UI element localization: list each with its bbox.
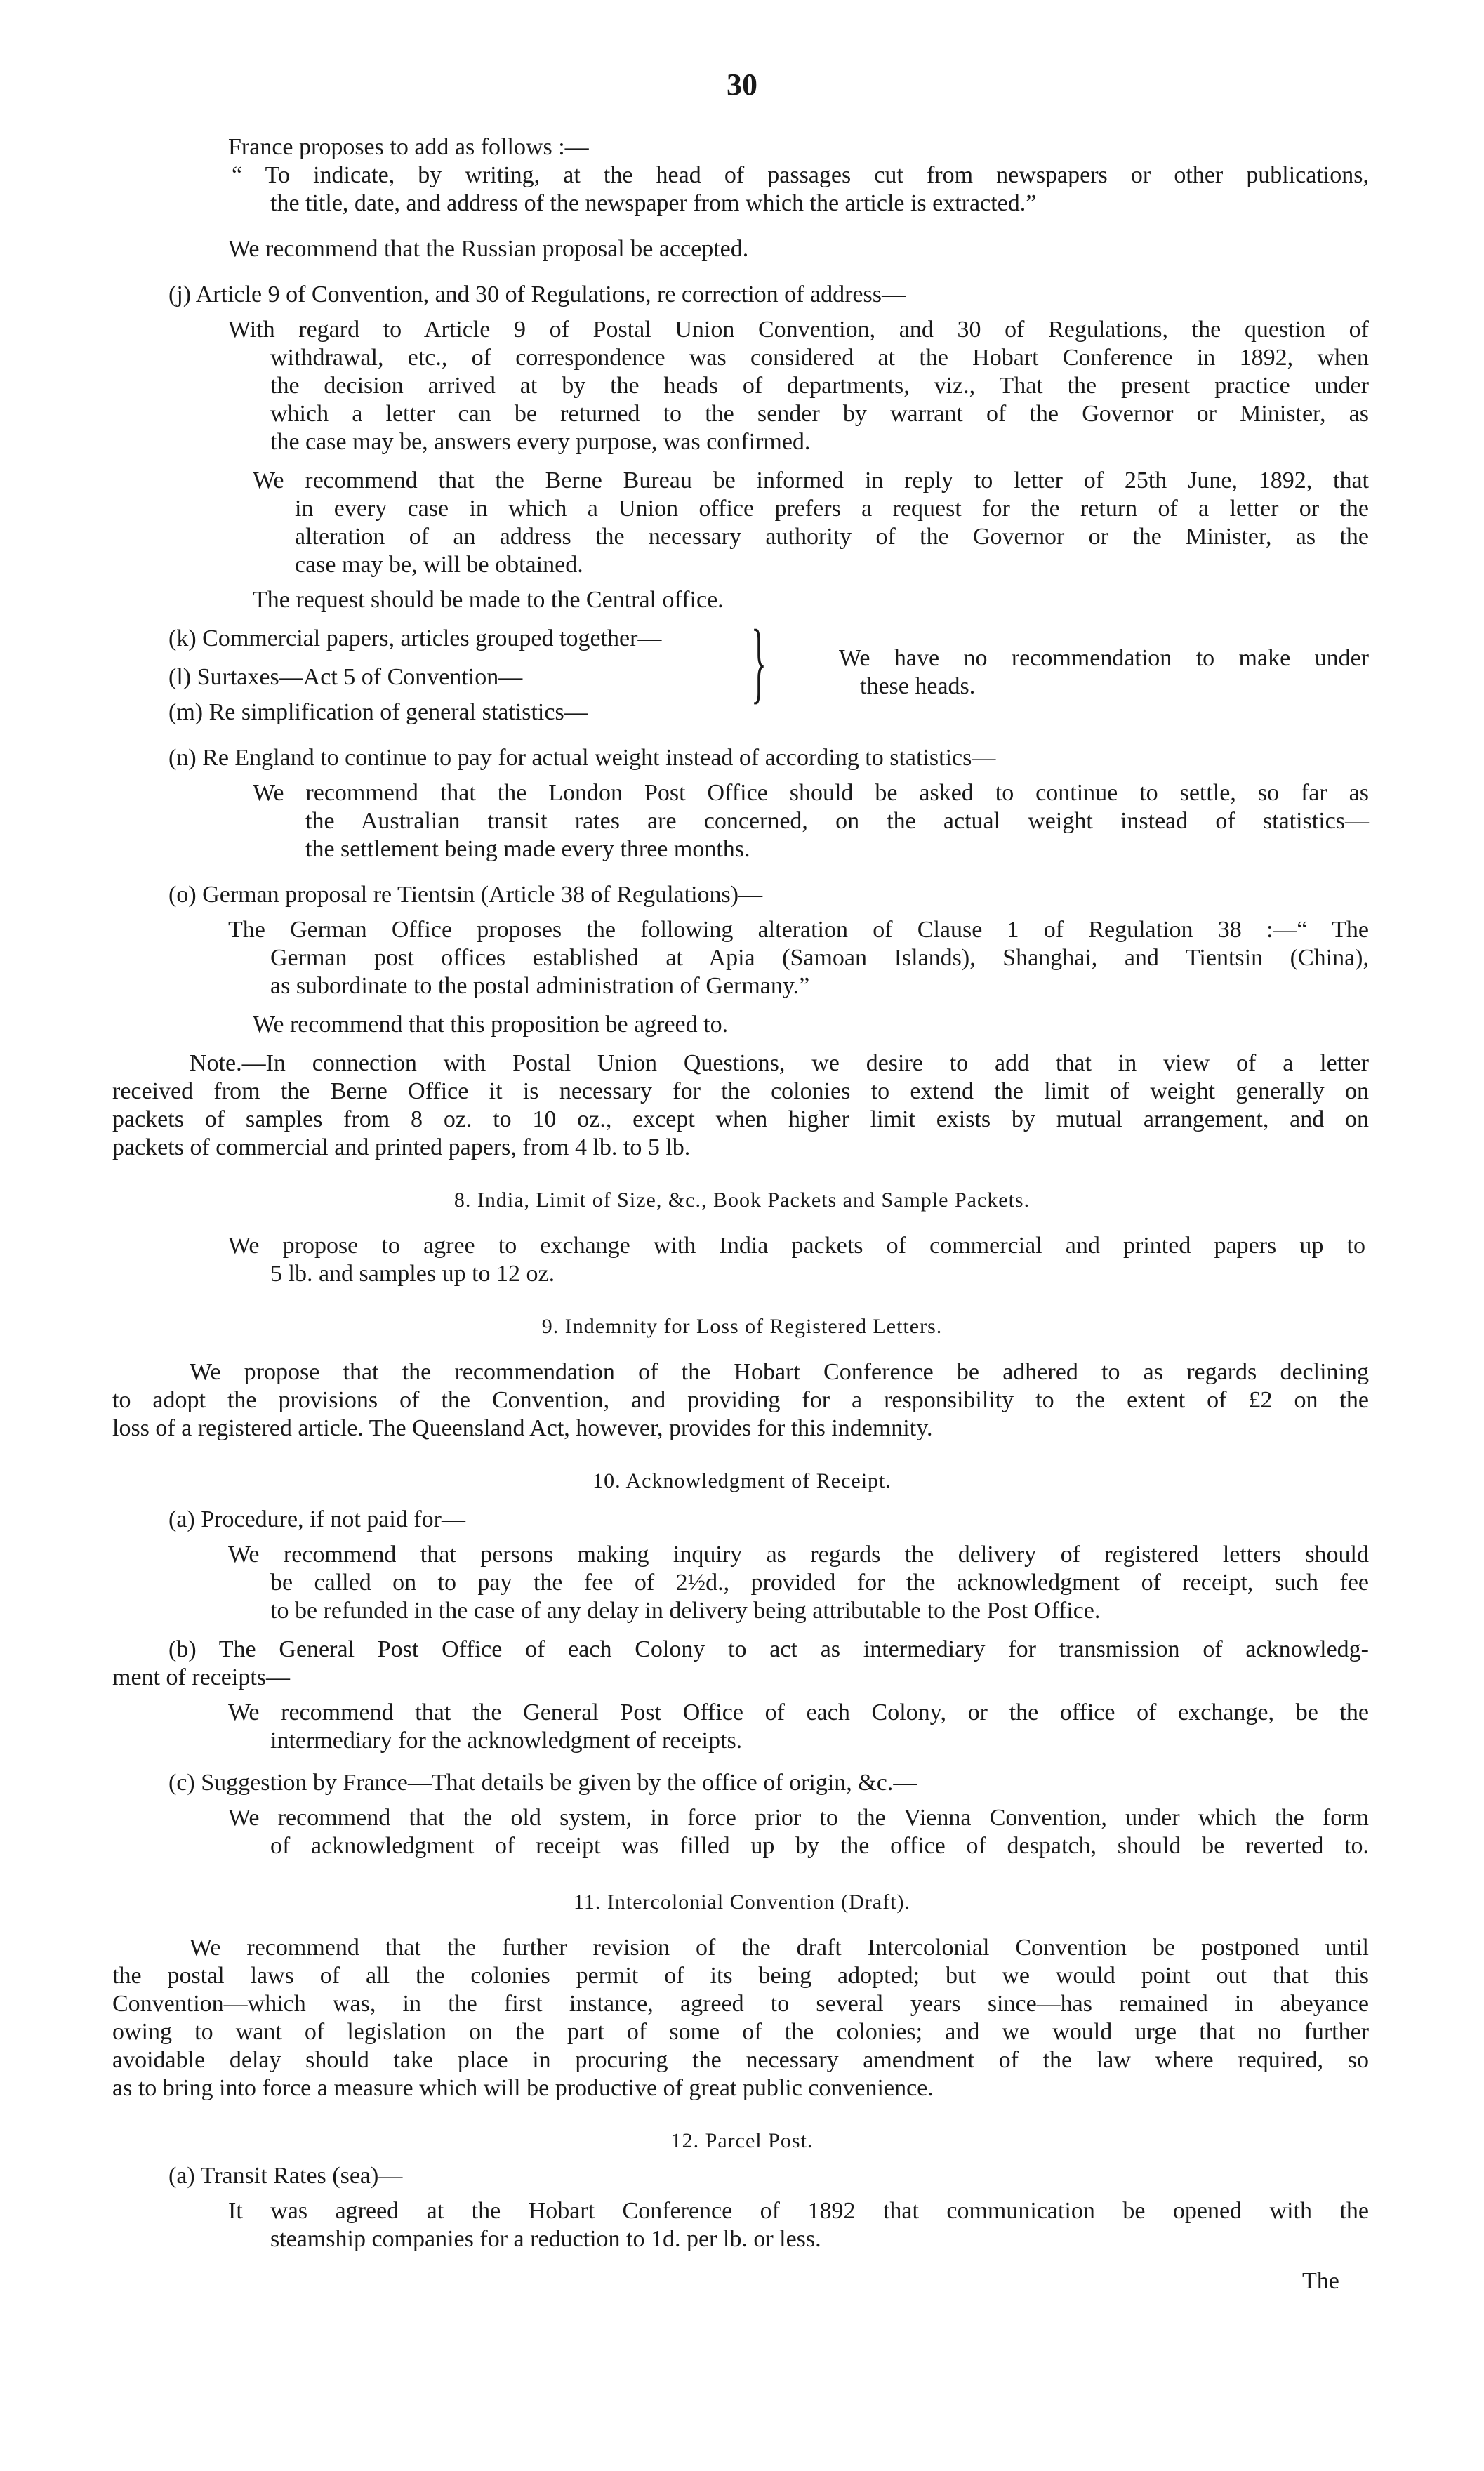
section-10-c-line-1: We recommend that the old system, in force prior to the Vienna Convention, under which the form: [228, 1805, 1369, 1831]
section-10-heading: 10. Acknowledgment of Receipt.: [592, 1469, 892, 1492]
item-o-line-2: German post offices established at Apia (Samoan Islands), Shanghai, and Tientsin (China),: [270, 945, 1369, 971]
item-n-line-3: the settlement being made every three months.: [305, 836, 750, 862]
section-12-line-1: It was agreed at the Hobart Conference of 1892 that communication be opened with the: [228, 2198, 1369, 2224]
section-9-heading: 9. Indemnity for Loss of Registered Letters.: [541, 1315, 943, 1338]
item-j-para1-line-2: withdrawal, etc., of correspondence was considered at the Hobart Conference in 1892, when: [270, 345, 1369, 371]
item-j-para1-line-4: which a letter can be returned to the sender by warrant of the Governor or Minister, as: [270, 401, 1369, 427]
section-11-line-5: avoidable delay should take place in procuring the necessary amendment of the law where required, so: [112, 2047, 1369, 2073]
section-11-line-6: as to bring into force a measure which will be productive of great public convenience.: [112, 2075, 934, 2101]
section-9-line-2: to adopt the provisions of the Convention, and providing for a responsibility to the extent of £2 on the: [112, 1387, 1369, 1413]
france-recommendation: We recommend that the Russian proposal be accepted.: [228, 236, 749, 262]
section-10-c-line-2: of acknowledgment of receipt was filled up by the office of despatch, should be reverted to.: [270, 1833, 1369, 1859]
item-o-recommendation: We recommend that this proposition be agreed to.: [253, 1012, 729, 1038]
section-11-line-1: We recommend that the further revision of the draft Intercolonial Convention be postponed until: [190, 1935, 1369, 1961]
section-9-line-1: We propose that the recommendation of the Hobart Conference be adhered to as regards declining: [190, 1359, 1369, 1385]
item-o-heading: (o) German proposal re Tientsin (Article 38 of Regulations)—: [168, 882, 763, 908]
item-j-para1-line-1: With regard to Article 9 of Postal Union Convention, and 30 of Regulations, the question of: [228, 317, 1369, 343]
section-10-b-line-2: ment of receipts—: [112, 1664, 291, 1690]
item-n-line-2: the Australian transit rates are concerned, on the actual weight instead of statistics—: [305, 808, 1369, 834]
item-n-heading: (n) Re England to continue to pay for actual weight instead of according to statistics—: [168, 745, 996, 771]
section-12-a-heading: (a) Transit Rates (sea)—: [168, 2163, 403, 2189]
note-line-4: packets of commercial and printed papers, from 4 lb. to 5 lb.: [112, 1134, 691, 1160]
note-line-3: packets of samples from 8 oz. to 10 oz., except when higher limit exists by mutual arrangement, and on: [112, 1106, 1369, 1132]
section-11-line-4: owing to want of legislation on the part of some of the colonies; and we would urge that no further: [112, 2019, 1369, 2045]
section-12-heading: 12. Parcel Post.: [670, 2129, 814, 2152]
section-8-heading: 8. India, Limit of Size, &c., Book Packets and Sample Packets.: [453, 1188, 1031, 1212]
section-11-line-3: Convention—which was, in the first instance, agreed to several years since—has remained in abeyance: [112, 1991, 1369, 2017]
section-10-a-line-3: to be refunded in the case of any delay in delivery being attributable to the Post Office.: [270, 1598, 1101, 1624]
section-10-b-line-1: (b) The General Post Office of each Colony to act as intermediary for transmission of acknowledg-: [168, 1636, 1369, 1662]
section-10-b-rec-line-1: We recommend that the General Post Office of each Colony, or the office of exchange, be the: [228, 1700, 1369, 1725]
section-12-line-2: steamship companies for a reduction to 1d. per lb. or less.: [270, 2226, 821, 2252]
section-10-a-line-2: be called on to pay the fee of 2½d., provided for the acknowledgment of receipt, such fee: [270, 1570, 1369, 1596]
item-k: (k) Commercial papers, articles grouped together—: [168, 625, 662, 651]
section-8-line-2: 5 lb. and samples up to 12 oz.: [270, 1261, 555, 1287]
item-l: (l) Surtaxes—Act 5 of Convention—: [168, 664, 523, 690]
page-number: 30: [727, 67, 757, 102]
item-j-para2-line-1: We recommend that the Berne Bureau be informed in reply to letter of 25th June, 1892, that: [253, 468, 1369, 493]
catchword: The: [1302, 2268, 1339, 2294]
item-m: (m) Re simplification of general statistics—: [168, 699, 588, 725]
section-11-line-2: the postal laws of all the colonies permit of its being adopted; but we would point out that this: [112, 1963, 1369, 1989]
section-9-line-3: loss of a registered article. The Queensland Act, however, provides for this indemnity.: [112, 1415, 933, 1441]
section-11-heading: 11. Intercolonial Convention (Draft).: [574, 1890, 910, 1914]
item-j-para1-line-5: the case may be, answers every purpose, was confirmed.: [270, 429, 811, 455]
section-10-a-heading: (a) Procedure, if not paid for—: [168, 1506, 465, 1532]
item-j-para1-line-3: the decision arrived at by the heads of departments, viz., That the present practice under: [270, 373, 1369, 399]
item-o-line-3: as subordinate to the postal administration of Germany.”: [270, 973, 810, 999]
section-8-line-1: We propose to agree to exchange with India packets of commercial and printed papers up to: [228, 1233, 1365, 1259]
france-intro: France proposes to add as follows :—: [228, 134, 589, 160]
section-10-b-rec-line-2: intermediary for the acknowledgment of receipts.: [270, 1728, 743, 1754]
note-line-2: received from the Berne Office it is necessary for the colonies to extend the limit of weight generally on: [112, 1078, 1369, 1104]
k-l-m-note-line-2: these heads.: [860, 673, 976, 699]
section-10-c-heading: (c) Suggestion by France—That details be given by the office of origin, &c.—: [168, 1770, 917, 1796]
item-j-para2-line-2: in every case in which a Union office prefers a request for the return of a letter or the: [295, 496, 1369, 522]
note-line-1: Note.—In connection with Postal Union Questions, we desire to add that in view of a letter: [190, 1050, 1369, 1076]
item-j-heading: (j) Article 9 of Convention, and 30 of Regulations, re correction of address—: [168, 281, 906, 307]
france-quote-line-1: “ To indicate, by writing, at the head of passages cut from newspapers or other publications,: [232, 162, 1369, 188]
item-n-line-1: We recommend that the London Post Office should be asked to continue to settle, so far as: [253, 780, 1369, 806]
item-j-para2-line-3: alteration of an address the necessary authority of the Governor or the Minister, as the: [295, 524, 1369, 550]
section-10-a-line-1: We recommend that persons making inquiry as regards the delivery of registered letters should: [228, 1542, 1369, 1568]
right-brace: }: [751, 611, 767, 713]
k-l-m-note-line-1: We have no recommendation to make under: [839, 645, 1369, 671]
item-j-para2-line-4: case may be, will be obtained.: [295, 552, 583, 578]
item-o-line-1: The German Office proposes the following alteration of Clause 1 of Regulation 38 :—“ The: [228, 917, 1369, 943]
france-quote-line-2: the title, date, and address of the newspaper from which the article is extracted.”: [270, 190, 1037, 216]
item-j-para3: The request should be made to the Central office.: [253, 587, 724, 613]
